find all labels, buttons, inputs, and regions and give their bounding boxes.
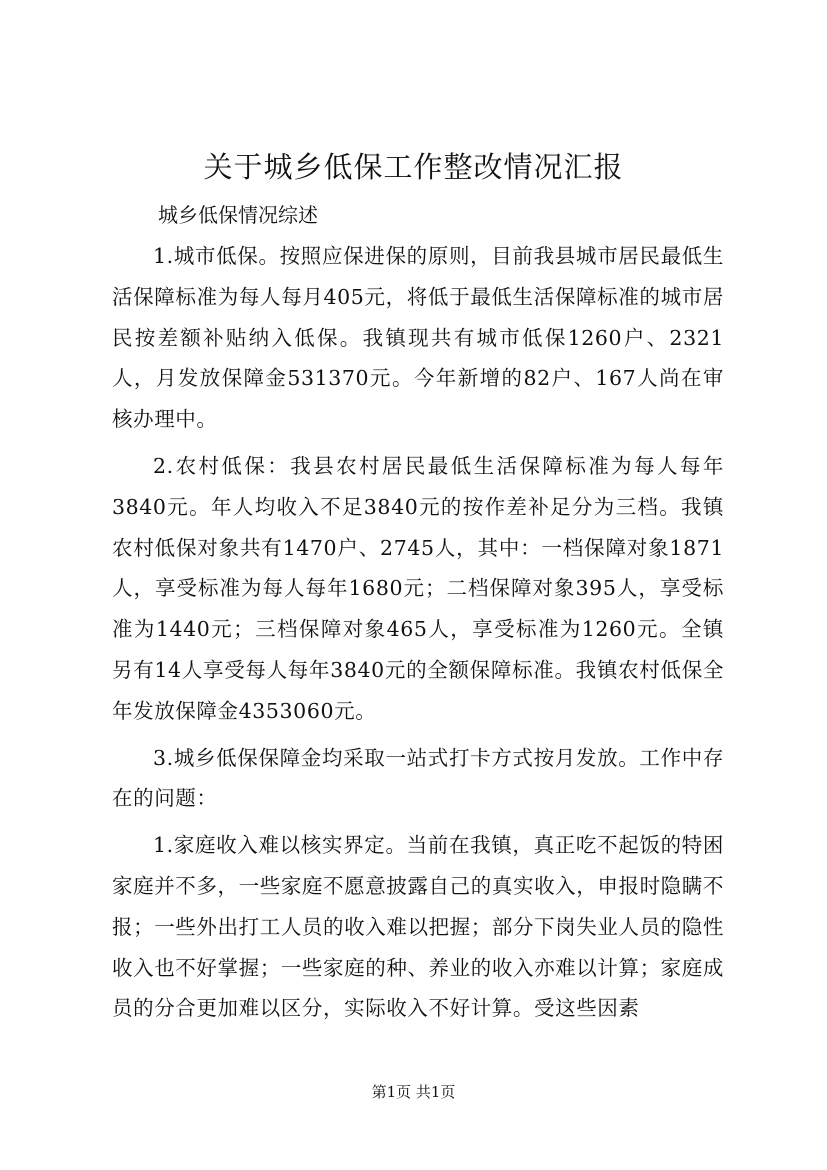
paragraph-payment-method: 3.城乡低保保障金均采取一站式打卡方式按月发放。工作中存在的问题： bbox=[112, 745, 724, 811]
page-footer: 第1页 共1页 bbox=[371, 1083, 456, 1101]
document-title: 关于城乡低保工作整改情况汇报 bbox=[203, 150, 624, 184]
section-heading: 城乡低保情况综述 bbox=[158, 203, 318, 227]
paragraph-income-verification: 1.家庭收入难以核实界定。当前在我镇，真正吃不起饭的特困家庭并不多，一些家庭不愿意披露自己的真实收入，申报时隐瞒不报；一些外出打工人员的收入难以把握；部分下岗失业人员的隐性收入也不好掌握；一些家庭的种、养业的收入亦难以计算；家庭成员的分合更加难以区分，实际收入不好计算。受这些因素 bbox=[112, 833, 724, 1021]
paragraph-urban-dibao: 1.城市低保。按照应保进保的原则，目前我县城市居民最低生活保障标准为每人每月405元，将低于最低生活保障标准的城市居民按差额补贴纳入低保。我镇现共有城市低保1260户、2321人，月发放保障金531370元。今年新增的82户、167人尚在审核办理中。 bbox=[112, 244, 724, 432]
document-body bbox=[112, 236, 724, 1035]
paragraph-rural-dibao: 2.农村低保：我县农村居民最低生活保障标准为每人每年3840元。年人均收入不足3840元的按作差补足分为三档。我镇农村低保对象共有1470户、2745人，其中：一档保障对象1871人，享受标准为每人每年1680元；二档保障对象395人，享受标准为1440元；三档保障对象465人，享受标准为1260元。全镇另有14人享受每人每年3840元的全额保障标准。我镇农村低保全年发放保障金4353060元。 bbox=[112, 453, 724, 723]
